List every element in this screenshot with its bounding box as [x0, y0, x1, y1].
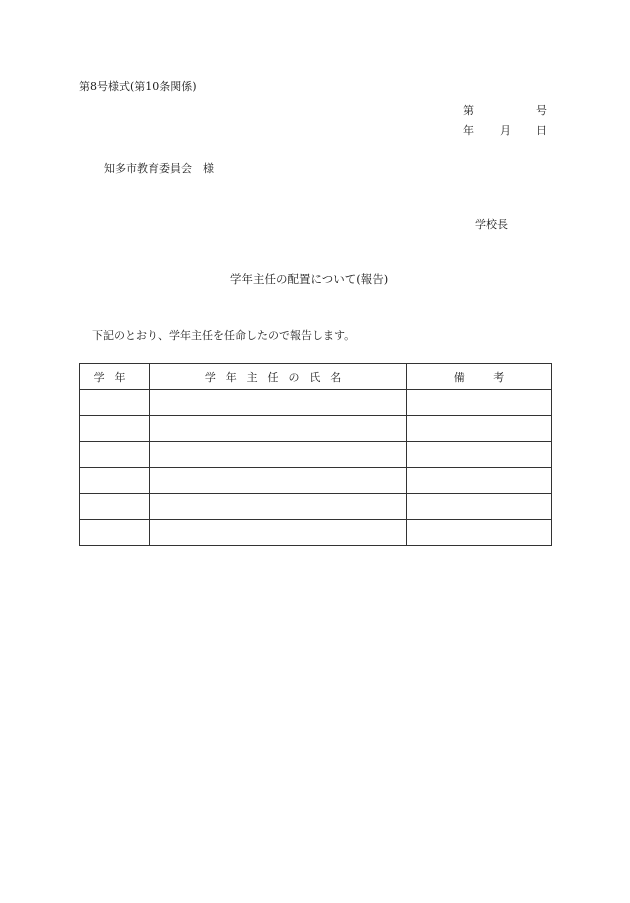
name-cell[interactable] [150, 494, 407, 520]
remarks-cell[interactable] [407, 416, 552, 442]
table-row [80, 442, 552, 468]
name-cell[interactable] [150, 468, 407, 494]
header-head-teacher-name: 学年主任の氏名 [150, 364, 407, 390]
table-row [80, 494, 552, 520]
number-suffix: 号 [536, 104, 547, 117]
name-cell[interactable] [150, 442, 407, 468]
number-prefix: 第 [463, 104, 474, 117]
name-cell[interactable] [150, 520, 407, 546]
grade-cell[interactable] [80, 442, 150, 468]
addressee: 知多市教育委員会 様 [104, 162, 214, 175]
name-cell[interactable] [150, 390, 407, 416]
name-cell[interactable] [150, 416, 407, 442]
remarks-cell[interactable] [407, 390, 552, 416]
table-row [80, 416, 552, 442]
date-day: 日 [536, 124, 547, 137]
body-text: 下記のとおり、学年主任を任命したので報告します。 [92, 329, 356, 342]
header-grade: 学年 [80, 364, 150, 390]
sender: 学校長 [475, 218, 508, 231]
date-month: 月 [500, 124, 511, 137]
grade-cell[interactable] [80, 416, 150, 442]
table-row [80, 390, 552, 416]
form-label: 第8号様式(第10条関係) [79, 80, 197, 93]
table-row [80, 468, 552, 494]
table-header-row [80, 364, 552, 390]
grade-cell[interactable] [80, 494, 150, 520]
remarks-cell[interactable] [407, 520, 552, 546]
grade-cell[interactable] [80, 520, 150, 546]
remarks-cell[interactable] [407, 494, 552, 520]
appointment-table [79, 363, 552, 546]
table-row [80, 520, 552, 546]
remarks-cell[interactable] [407, 468, 552, 494]
grade-cell[interactable] [80, 390, 150, 416]
header-remarks: 備考 [407, 364, 552, 390]
remarks-cell[interactable] [407, 442, 552, 468]
date-year: 年 [463, 124, 474, 137]
grade-cell[interactable] [80, 468, 150, 494]
document-title: 学年主任の配置について(報告) [230, 272, 389, 286]
